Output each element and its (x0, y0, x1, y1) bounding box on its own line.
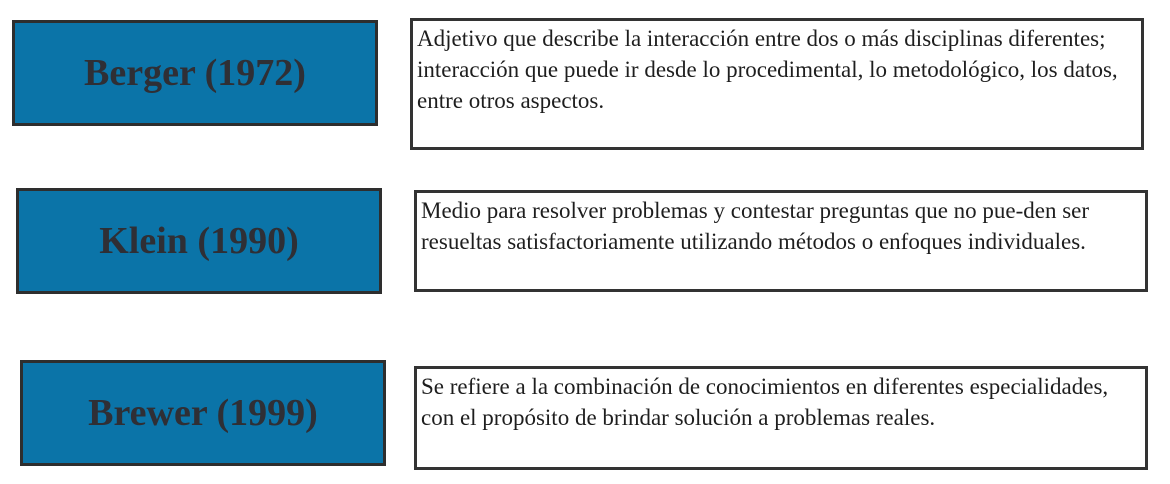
author-box-klein (16, 188, 382, 294)
definition-text: Adjetivo que describe la interacción entre dos o más disciplinas diferentes; interacción que puede ir desde lo procedimental, lo metodológico, los datos, entre otros aspectos. (417, 26, 1118, 113)
author-label: Brewer (1999) (88, 392, 318, 434)
definition-box-brewer (414, 366, 1148, 470)
author-label: Klein (1990) (99, 220, 299, 262)
definition-text: Medio para resolver problemas y contestar preguntas que no pue-den ser resueltas satisfactoriamente utilizando métodos o enfoques individuales. (421, 198, 1090, 254)
author-label: Berger (1972) (84, 52, 306, 94)
definition-text: Se refiere a la combinación de conocimientos en diferentes especialidades, con el propósito de brindar solución a problemas reales. (421, 374, 1109, 430)
definition-box-klein (414, 190, 1148, 292)
author-box-berger (12, 20, 378, 126)
definition-box-berger (410, 18, 1144, 150)
author-box-brewer (20, 360, 386, 466)
